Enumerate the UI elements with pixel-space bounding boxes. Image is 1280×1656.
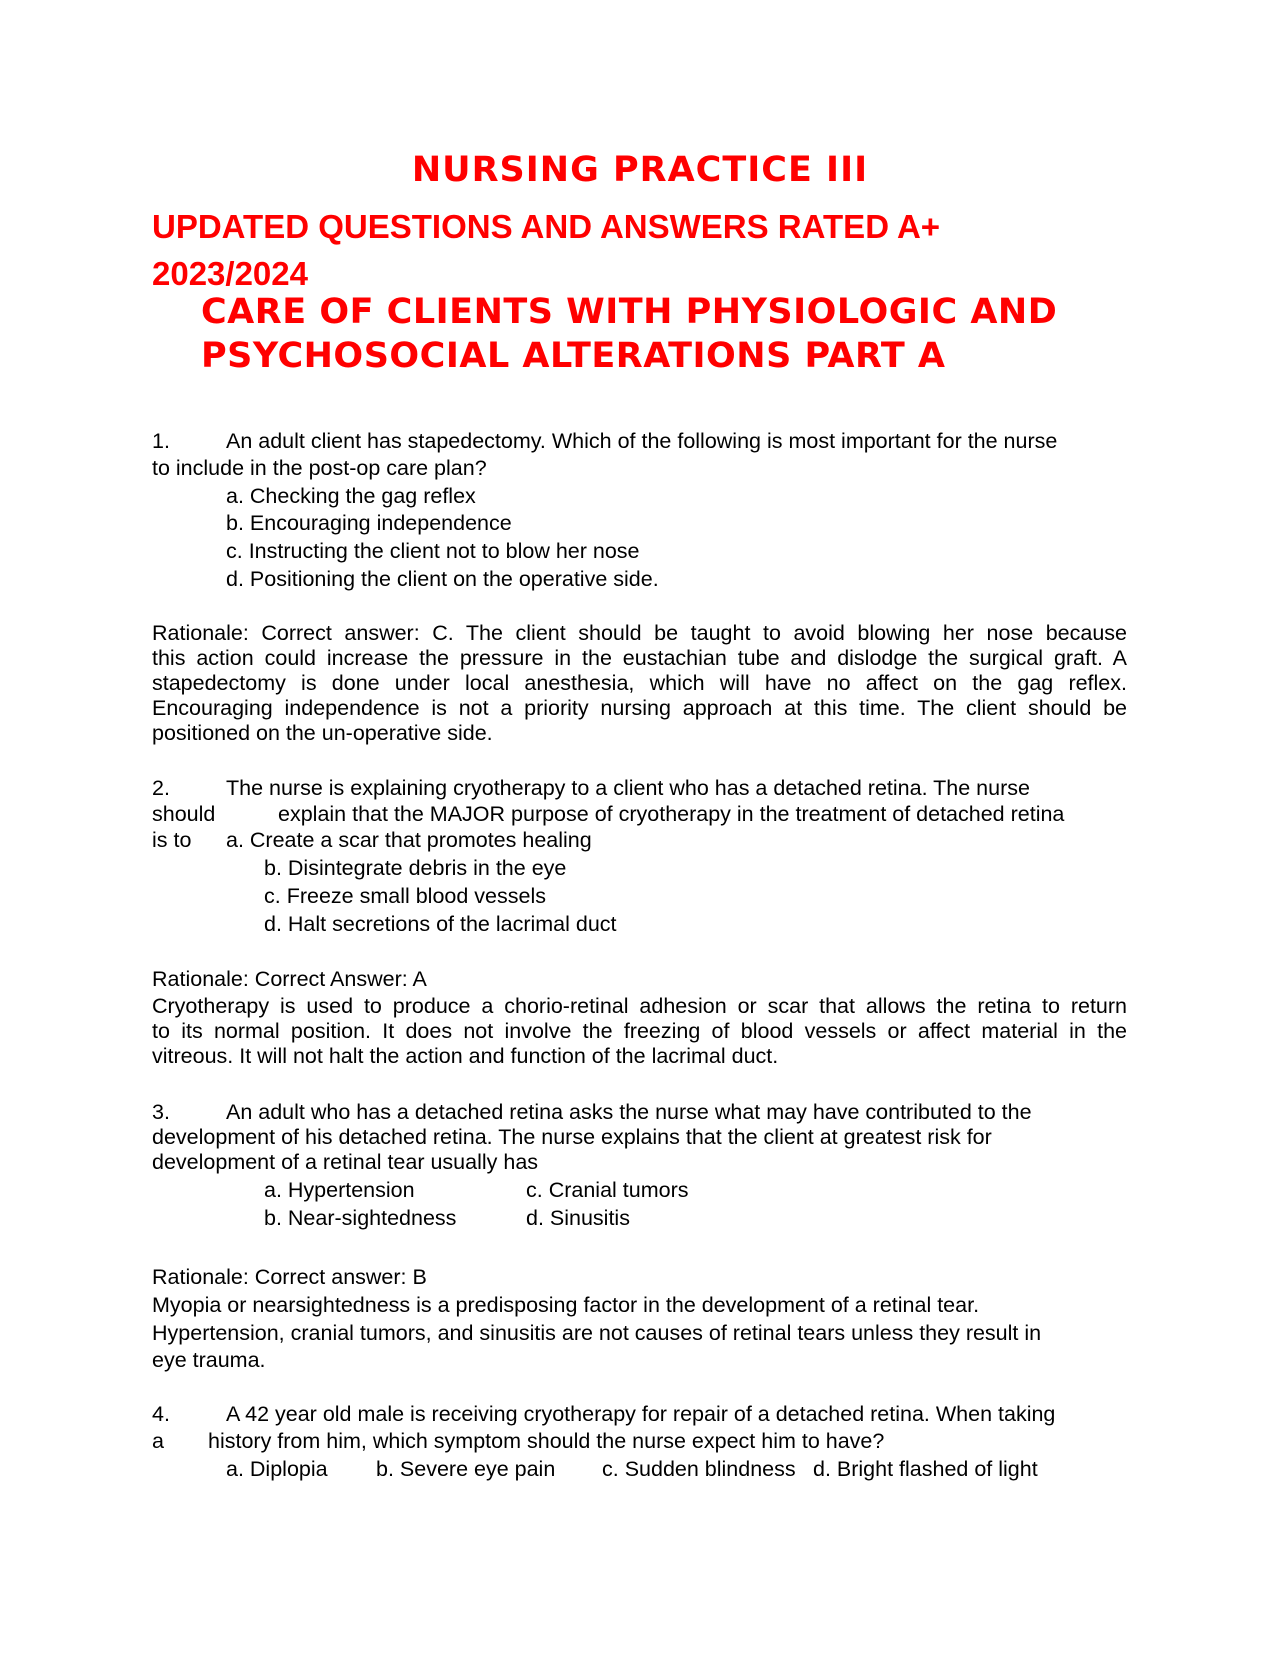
section-heading-line: PSYCHOSOCIAL ALTERATIONS PART A bbox=[201, 336, 946, 376]
answer-option: d. Bright flashed of light bbox=[813, 1457, 1038, 1481]
answer-option: a. Hypertension bbox=[264, 1178, 415, 1202]
rationale-line: Encouraging independence is not a priority nursing approach at this time. The client should be bbox=[152, 696, 1127, 720]
rationale-line: Myopia or nearsightedness is a predisposing factor in the development of a retinal tear. bbox=[152, 1293, 980, 1317]
answer-option: d. Sinusitis bbox=[526, 1206, 630, 1230]
rationale-line: this action could increase the pressure in the eustachian tube and dislodge the surgical graft. A bbox=[152, 646, 1127, 670]
rationale-line: eye trauma. bbox=[152, 1348, 266, 1372]
answer-option: b. Severe eye pain bbox=[376, 1457, 556, 1481]
question-stem: An adult client has stapedectomy. Which of the following is most important for the nurse bbox=[226, 429, 1058, 453]
answer-option: a. Diplopia bbox=[226, 1457, 328, 1481]
answer-option: c. Cranial tumors bbox=[526, 1178, 689, 1202]
answer-option: d. Positioning the client on the operative side. bbox=[226, 567, 659, 591]
rationale-heading: Rationale: Correct answer: B bbox=[152, 1265, 427, 1289]
question-stem: to include in the post-op care plan? bbox=[152, 456, 487, 480]
document-title: NURSING PRACTICE III bbox=[411, 150, 869, 190]
question-stem: development of a retinal tear usually has bbox=[152, 1150, 539, 1174]
document-subtitle bbox=[152, 203, 1152, 297]
subtitle-year: 2023/2024 bbox=[152, 255, 308, 292]
rationale-line: Rationale: Correct answer: C. The client should be taught to avoid blowing her nose because bbox=[152, 621, 1127, 645]
section-heading-line: CARE OF CLIENTS WITH PHYSIOLOGIC AND bbox=[201, 292, 1058, 332]
question-stem: history from him, which symptom should the nurse expect him to have? bbox=[208, 1429, 885, 1453]
answer-option: c. Instructing the client not to blow her nose bbox=[226, 539, 640, 563]
question-stem: is to bbox=[152, 828, 192, 852]
rationale-line: Cryotherapy is used to produce a chorio-retinal adhesion or scar that allows the retina to return bbox=[152, 994, 1127, 1018]
answer-option: b. Disintegrate debris in the eye bbox=[264, 856, 567, 880]
answer-option: a. Create a scar that promotes healing bbox=[226, 828, 592, 852]
rationale-line: vitreous. It will not halt the action and function of the lacrimal duct. bbox=[152, 1044, 779, 1068]
rationale-line: stapedectomy is done under local anesthesia, which will have no affect on the gag reflex. bbox=[152, 671, 1127, 695]
question-number: 3. bbox=[152, 1100, 170, 1124]
answer-option: b. Encouraging independence bbox=[226, 511, 512, 535]
question-number: 1. bbox=[152, 429, 170, 453]
rationale-heading: Rationale: Correct Answer: A bbox=[152, 967, 427, 991]
question-stem: a bbox=[152, 1429, 164, 1453]
section-heading bbox=[201, 290, 1201, 378]
question-stem: An adult who has a detached retina asks the nurse what may have contributed to the bbox=[226, 1100, 1032, 1124]
answer-option: b. Near-sightedness bbox=[264, 1206, 457, 1230]
answer-option: d. Halt secretions of the lacrimal duct bbox=[264, 912, 617, 936]
question-stem: should bbox=[152, 802, 216, 826]
question-stem: The nurse is explaining cryotherapy to a client who has a detached retina. The nurse bbox=[226, 776, 1030, 800]
question-stem: development of his detached retina. The nurse explains that the client at greatest risk for bbox=[152, 1125, 992, 1149]
rationale-line: Hypertension, cranial tumors, and sinusitis are not causes of retinal tears unless they result in bbox=[152, 1321, 1042, 1345]
answer-option: c. Sudden blindness bbox=[602, 1457, 796, 1481]
rationale-line: positioned on the un-operative side. bbox=[152, 721, 493, 745]
question-stem: explain that the MAJOR purpose of cryotherapy in the treatment of detached retina bbox=[278, 802, 1065, 826]
rationale-line: to its normal position. It does not involve the freezing of blood vessels or affect material in the bbox=[152, 1019, 1127, 1043]
question-stem: A 42 year old male is receiving cryotherapy for repair of a detached retina. When taking bbox=[226, 1402, 1056, 1426]
subtitle-line: UPDATED QUESTIONS AND ANSWERS RATED A+ bbox=[152, 208, 941, 245]
question-number: 2. bbox=[152, 776, 170, 800]
question-number: 4. bbox=[152, 1402, 170, 1426]
answer-option: c. Freeze small blood vessels bbox=[264, 884, 546, 908]
answer-option: a. Checking the gag reflex bbox=[226, 484, 476, 508]
